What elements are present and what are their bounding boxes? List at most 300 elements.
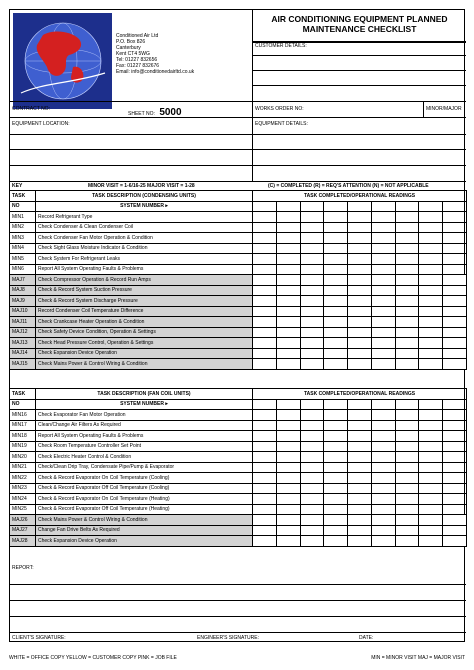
reading-cell[interactable]: [348, 296, 372, 307]
reading-cell[interactable]: [324, 410, 348, 421]
reading-cell[interactable]: [395, 264, 419, 275]
reading-cell[interactable]: [419, 317, 443, 328]
reading-cell[interactable]: [419, 233, 443, 244]
reading-cell[interactable]: [300, 536, 324, 547]
reading-cell[interactable]: [395, 452, 419, 463]
reading-cell[interactable]: [300, 452, 324, 463]
reading-cell[interactable]: [371, 473, 395, 484]
reading-cell[interactable]: [324, 504, 348, 515]
reading-cell[interactable]: [395, 348, 419, 359]
reading-cell[interactable]: [348, 494, 372, 505]
reading-cell[interactable]: [443, 525, 467, 536]
reading-cell[interactable]: [419, 243, 443, 254]
reading-cell[interactable]: [324, 462, 348, 473]
reading-cell[interactable]: [324, 306, 348, 317]
reading-cell[interactable]: [371, 494, 395, 505]
reading-cell[interactable]: [419, 494, 443, 505]
reading-cell[interactable]: [324, 483, 348, 494]
reading-cell[interactable]: [348, 348, 372, 359]
reading-cell[interactable]: [253, 359, 277, 370]
table-row: [10, 441, 467, 452]
reading-cell[interactable]: [443, 483, 467, 494]
checklist-form: [9, 9, 465, 642]
reading-cell[interactable]: [443, 222, 467, 233]
reading-cell[interactable]: [276, 441, 300, 452]
task-header: TASK: [10, 389, 36, 400]
reading-cell[interactable]: [324, 296, 348, 307]
reading-cell[interactable]: [276, 243, 300, 254]
reading-cell[interactable]: [253, 431, 277, 442]
reading-cell[interactable]: [276, 254, 300, 265]
task-number: MAJ28: [10, 536, 36, 547]
reading-cell[interactable]: [395, 399, 419, 410]
reading-cell[interactable]: [324, 441, 348, 452]
task-description: Check Condenser & Clean Condenser Coil: [36, 222, 253, 233]
table-row: [10, 348, 467, 359]
reading-cell[interactable]: [276, 515, 300, 526]
table-row: [10, 275, 467, 286]
reading-cell[interactable]: [324, 338, 348, 349]
reading-cell[interactable]: [395, 243, 419, 254]
reading-cell[interactable]: [443, 338, 467, 349]
table-row: [10, 536, 467, 547]
reading-cell[interactable]: [371, 420, 395, 431]
reading-cell[interactable]: [395, 212, 419, 223]
reading-cell[interactable]: [300, 275, 324, 286]
reading-cell[interactable]: [371, 504, 395, 515]
reading-cell[interactable]: [395, 410, 419, 421]
reading-cell[interactable]: [300, 254, 324, 265]
reading-cell[interactable]: [276, 494, 300, 505]
reading-cell[interactable]: [443, 254, 467, 265]
reading-cell[interactable]: [276, 359, 300, 370]
reading-cell[interactable]: [419, 264, 443, 275]
reading-cell[interactable]: [348, 275, 372, 286]
reading-cell[interactable]: [276, 222, 300, 233]
reading-cell[interactable]: [395, 536, 419, 547]
reading-cell[interactable]: [443, 420, 467, 431]
reading-cell[interactable]: [276, 536, 300, 547]
reading-cell[interactable]: [348, 515, 372, 526]
reading-cell[interactable]: [443, 410, 467, 421]
task-description: Check Compressor Operation & Record Run Amps: [36, 275, 253, 286]
reading-cell[interactable]: [324, 327, 348, 338]
reading-cell[interactable]: [348, 285, 372, 296]
reading-cell[interactable]: [276, 306, 300, 317]
reading-cell[interactable]: [300, 483, 324, 494]
reading-cell[interactable]: [300, 285, 324, 296]
reading-cell[interactable]: [253, 441, 277, 452]
reading-cell[interactable]: [419, 338, 443, 349]
reading-cell[interactable]: [395, 306, 419, 317]
reading-cell[interactable]: [395, 201, 419, 212]
reading-cell[interactable]: [276, 483, 300, 494]
reading-cell[interactable]: [276, 431, 300, 442]
reading-cell[interactable]: [324, 431, 348, 442]
table-row: [10, 254, 467, 265]
readings-header: TASK COMPLETED/OPERATIONAL READINGS: [253, 389, 467, 400]
reading-cell[interactable]: [371, 359, 395, 370]
reading-cell[interactable]: [371, 317, 395, 328]
reading-cell[interactable]: [253, 275, 277, 286]
reading-cell[interactable]: [253, 525, 277, 536]
reading-cell[interactable]: [276, 504, 300, 515]
reading-cell[interactable]: [300, 359, 324, 370]
reading-cell[interactable]: [253, 399, 277, 410]
reading-cell[interactable]: [371, 306, 395, 317]
reading-cell[interactable]: [443, 494, 467, 505]
task-number: MIN22: [10, 473, 36, 484]
reading-cell[interactable]: [276, 212, 300, 223]
reading-cell[interactable]: [443, 504, 467, 515]
reading-cell[interactable]: [276, 410, 300, 421]
reading-cell[interactable]: [419, 473, 443, 484]
reading-cell[interactable]: [276, 525, 300, 536]
reading-cell[interactable]: [253, 306, 277, 317]
reading-cell[interactable]: [300, 338, 324, 349]
table-row: [10, 473, 467, 484]
reading-cell[interactable]: [443, 536, 467, 547]
reading-cell[interactable]: [253, 222, 277, 233]
address-line: P.O. Box 826: [116, 39, 146, 45]
reading-cell[interactable]: [300, 306, 324, 317]
reading-cell[interactable]: [253, 420, 277, 431]
reading-cell[interactable]: [395, 275, 419, 286]
reading-cell[interactable]: [348, 525, 372, 536]
reading-cell[interactable]: [395, 504, 419, 515]
reading-cell[interactable]: [300, 317, 324, 328]
reading-cell[interactable]: [300, 327, 324, 338]
reading-cell[interactable]: [443, 452, 467, 463]
reading-cell[interactable]: [253, 410, 277, 421]
reading-cell[interactable]: [419, 359, 443, 370]
reading-cell[interactable]: [276, 296, 300, 307]
reading-cell[interactable]: [276, 420, 300, 431]
reading-cell[interactable]: [443, 243, 467, 254]
reading-cell[interactable]: [324, 473, 348, 484]
reading-cell[interactable]: [324, 494, 348, 505]
reading-cell[interactable]: [300, 410, 324, 421]
reading-cell[interactable]: [276, 452, 300, 463]
task-number: MIN17: [10, 420, 36, 431]
reading-cell[interactable]: [419, 348, 443, 359]
task-number: MIN20: [10, 452, 36, 463]
reading-cell[interactable]: [419, 536, 443, 547]
reading-cell[interactable]: [253, 254, 277, 265]
reading-cell[interactable]: [348, 441, 372, 452]
reading-cell[interactable]: [443, 233, 467, 244]
reading-cell[interactable]: [300, 494, 324, 505]
reading-cell[interactable]: [419, 306, 443, 317]
reading-cell[interactable]: [253, 504, 277, 515]
reading-cell[interactable]: [371, 338, 395, 349]
reading-cell[interactable]: [253, 348, 277, 359]
reading-cell[interactable]: [300, 525, 324, 536]
reading-cell[interactable]: [276, 473, 300, 484]
reading-cell[interactable]: [371, 222, 395, 233]
reading-cell[interactable]: [300, 264, 324, 275]
task-description: Check & Record System Suction Pressure: [36, 285, 253, 296]
reading-cell[interactable]: [348, 264, 372, 275]
reading-cell[interactable]: [395, 317, 419, 328]
reading-cell[interactable]: [324, 536, 348, 547]
reading-cell[interactable]: [443, 264, 467, 275]
reading-cell[interactable]: [443, 515, 467, 526]
reading-cell[interactable]: [419, 410, 443, 421]
reading-cell[interactable]: [348, 222, 372, 233]
reading-cell[interactable]: [276, 399, 300, 410]
reading-cell[interactable]: [253, 264, 277, 275]
company-name: Conditioned Air Ltd: [116, 33, 159, 39]
reading-cell[interactable]: [253, 536, 277, 547]
reading-cell[interactable]: [371, 212, 395, 223]
reading-cell[interactable]: [443, 348, 467, 359]
task-description: Check Head Pressure Control, Operation & Settings: [36, 338, 253, 349]
reading-cell[interactable]: [324, 201, 348, 212]
reading-cell[interactable]: [419, 222, 443, 233]
reading-cell[interactable]: [300, 504, 324, 515]
reading-cell[interactable]: [300, 296, 324, 307]
reading-cell[interactable]: [324, 399, 348, 410]
reading-cell[interactable]: [300, 212, 324, 223]
reading-cell[interactable]: [253, 233, 277, 244]
reading-cell[interactable]: [371, 515, 395, 526]
reading-cell[interactable]: [253, 212, 277, 223]
reading-cell[interactable]: [348, 483, 372, 494]
reading-cell[interactable]: [348, 473, 372, 484]
reading-cell[interactable]: [253, 483, 277, 494]
reading-cell[interactable]: [443, 212, 467, 223]
reading-cell[interactable]: [276, 462, 300, 473]
reading-cell[interactable]: [371, 410, 395, 421]
reading-cell[interactable]: [253, 494, 277, 505]
reading-cell[interactable]: [395, 473, 419, 484]
reading-cell[interactable]: [395, 462, 419, 473]
reading-cell[interactable]: [300, 222, 324, 233]
reading-cell[interactable]: [443, 201, 467, 212]
reading-cell[interactable]: [371, 431, 395, 442]
reading-cell[interactable]: [443, 399, 467, 410]
reading-cell[interactable]: [371, 285, 395, 296]
reading-cell[interactable]: [324, 420, 348, 431]
reading-cell[interactable]: [371, 254, 395, 265]
reading-cell[interactable]: [276, 317, 300, 328]
reading-cell[interactable]: [443, 431, 467, 442]
reading-cell[interactable]: [253, 473, 277, 484]
reading-cell[interactable]: [276, 275, 300, 286]
reading-cell[interactable]: [348, 243, 372, 254]
reading-cell[interactable]: [443, 462, 467, 473]
reading-cell[interactable]: [371, 525, 395, 536]
reading-cell[interactable]: [348, 306, 372, 317]
reading-cell[interactable]: [371, 275, 395, 286]
reading-cell[interactable]: [395, 359, 419, 370]
reading-cell[interactable]: [348, 431, 372, 442]
reading-cell[interactable]: [300, 420, 324, 431]
reading-cell[interactable]: [324, 317, 348, 328]
table-subheader-row: [10, 201, 467, 212]
reading-cell[interactable]: [348, 420, 372, 431]
reading-cell[interactable]: [324, 233, 348, 244]
customer-details-label: CUSTOMER DETAILS:: [255, 43, 307, 49]
task-number: MIN3: [10, 233, 36, 244]
reading-cell[interactable]: [348, 201, 372, 212]
task-description: Check & Record Evaporator Off Coil Temperature (Cooling): [36, 483, 253, 494]
reading-cell[interactable]: [276, 201, 300, 212]
reading-cell[interactable]: [371, 201, 395, 212]
reading-cell[interactable]: [419, 420, 443, 431]
reading-cell[interactable]: [371, 399, 395, 410]
reading-cell[interactable]: [419, 504, 443, 515]
readings-header: TASK COMPLETED/OPERATIONAL READINGS: [253, 191, 467, 202]
reading-cell[interactable]: [395, 327, 419, 338]
reading-cell[interactable]: [348, 338, 372, 349]
reading-cell[interactable]: [300, 441, 324, 452]
reading-cell[interactable]: [276, 327, 300, 338]
reading-cell[interactable]: [324, 348, 348, 359]
reading-cell[interactable]: [324, 515, 348, 526]
reading-cell[interactable]: [253, 296, 277, 307]
reading-cell[interactable]: [348, 462, 372, 473]
table-row: [10, 431, 467, 442]
reading-cell[interactable]: [348, 317, 372, 328]
reading-cell[interactable]: [300, 348, 324, 359]
reading-cell[interactable]: [419, 201, 443, 212]
reading-cell[interactable]: [395, 285, 419, 296]
reading-cell[interactable]: [371, 483, 395, 494]
reading-cell[interactable]: [324, 275, 348, 286]
reading-cell[interactable]: [276, 233, 300, 244]
reading-cell[interactable]: [371, 441, 395, 452]
reading-cell[interactable]: [371, 296, 395, 307]
reading-cell[interactable]: [419, 275, 443, 286]
reading-cell[interactable]: [300, 431, 324, 442]
reading-cell[interactable]: [395, 441, 419, 452]
reading-cell[interactable]: [276, 338, 300, 349]
reading-cell[interactable]: [348, 212, 372, 223]
reading-cell[interactable]: [443, 327, 467, 338]
reading-cell[interactable]: [443, 359, 467, 370]
reading-cell[interactable]: [348, 399, 372, 410]
reading-cell[interactable]: [324, 254, 348, 265]
reading-cell[interactable]: [443, 306, 467, 317]
reading-cell[interactable]: [253, 285, 277, 296]
reading-cell[interactable]: [300, 233, 324, 244]
reading-cell[interactable]: [395, 222, 419, 233]
reading-cell[interactable]: [371, 233, 395, 244]
reading-cell[interactable]: [253, 327, 277, 338]
reading-cell[interactable]: [443, 473, 467, 484]
reading-cell[interactable]: [253, 201, 277, 212]
reading-cell[interactable]: [395, 254, 419, 265]
reading-cell[interactable]: [419, 285, 443, 296]
reading-cell[interactable]: [348, 536, 372, 547]
reading-cell[interactable]: [419, 525, 443, 536]
reading-cell[interactable]: [395, 420, 419, 431]
reading-cell[interactable]: [419, 431, 443, 442]
reading-cell[interactable]: [300, 462, 324, 473]
reading-cell[interactable]: [324, 285, 348, 296]
reading-cell[interactable]: [419, 441, 443, 452]
reading-cell[interactable]: [395, 483, 419, 494]
reading-cell[interactable]: [276, 264, 300, 275]
reading-cell[interactable]: [419, 254, 443, 265]
reading-cell[interactable]: [300, 243, 324, 254]
reading-cell[interactable]: [371, 264, 395, 275]
reading-cell[interactable]: [253, 452, 277, 463]
reading-cell[interactable]: [395, 431, 419, 442]
reading-cell[interactable]: [300, 201, 324, 212]
reading-cell[interactable]: [395, 525, 419, 536]
reading-cell[interactable]: [348, 359, 372, 370]
reading-cell[interactable]: [348, 452, 372, 463]
reading-cell[interactable]: [324, 359, 348, 370]
reading-cell[interactable]: [419, 462, 443, 473]
reading-cell[interactable]: [324, 212, 348, 223]
reading-cell[interactable]: [348, 327, 372, 338]
reading-cell[interactable]: [443, 441, 467, 452]
reading-cell[interactable]: [300, 473, 324, 484]
reading-cell[interactable]: [300, 399, 324, 410]
reading-cell[interactable]: [395, 338, 419, 349]
reading-cell[interactable]: [443, 275, 467, 286]
reading-cell[interactable]: [419, 327, 443, 338]
reading-cell[interactable]: [419, 515, 443, 526]
reading-cell[interactable]: [324, 525, 348, 536]
reading-cell[interactable]: [348, 233, 372, 244]
reading-cell[interactable]: [395, 515, 419, 526]
reading-cell[interactable]: [371, 462, 395, 473]
reading-cell[interactable]: [419, 296, 443, 307]
reading-cell[interactable]: [276, 348, 300, 359]
reading-cell[interactable]: [395, 494, 419, 505]
reading-cell[interactable]: [443, 317, 467, 328]
table-row: [10, 327, 467, 338]
reading-cell[interactable]: [253, 317, 277, 328]
reading-cell[interactable]: [419, 212, 443, 223]
reading-cell[interactable]: [371, 327, 395, 338]
reading-cell[interactable]: [395, 233, 419, 244]
reading-cell[interactable]: [419, 452, 443, 463]
reading-cell[interactable]: [348, 254, 372, 265]
reading-cell[interactable]: [443, 285, 467, 296]
reading-cell[interactable]: [300, 515, 324, 526]
reading-cell[interactable]: [253, 515, 277, 526]
reading-cell[interactable]: [371, 452, 395, 463]
reading-cell[interactable]: [371, 536, 395, 547]
reading-cell[interactable]: [276, 285, 300, 296]
reading-cell[interactable]: [348, 504, 372, 515]
reading-cell[interactable]: [419, 483, 443, 494]
reading-cell[interactable]: [348, 410, 372, 421]
reading-cell[interactable]: [371, 348, 395, 359]
reading-cell[interactable]: [253, 462, 277, 473]
reading-cell[interactable]: [324, 264, 348, 275]
reading-cell[interactable]: [395, 296, 419, 307]
reading-cell[interactable]: [419, 399, 443, 410]
reading-cell[interactable]: [324, 243, 348, 254]
reading-cell[interactable]: [324, 452, 348, 463]
reading-cell[interactable]: [324, 222, 348, 233]
reading-cell[interactable]: [443, 296, 467, 307]
company-address: [116, 33, 256, 75]
reading-cell[interactable]: [253, 243, 277, 254]
task-description: Report All System Operating Faults & Problems: [36, 264, 253, 275]
table-row: [10, 483, 467, 494]
reading-cell[interactable]: [371, 243, 395, 254]
task-number: MIN6: [10, 264, 36, 275]
reading-cell[interactable]: [253, 338, 277, 349]
